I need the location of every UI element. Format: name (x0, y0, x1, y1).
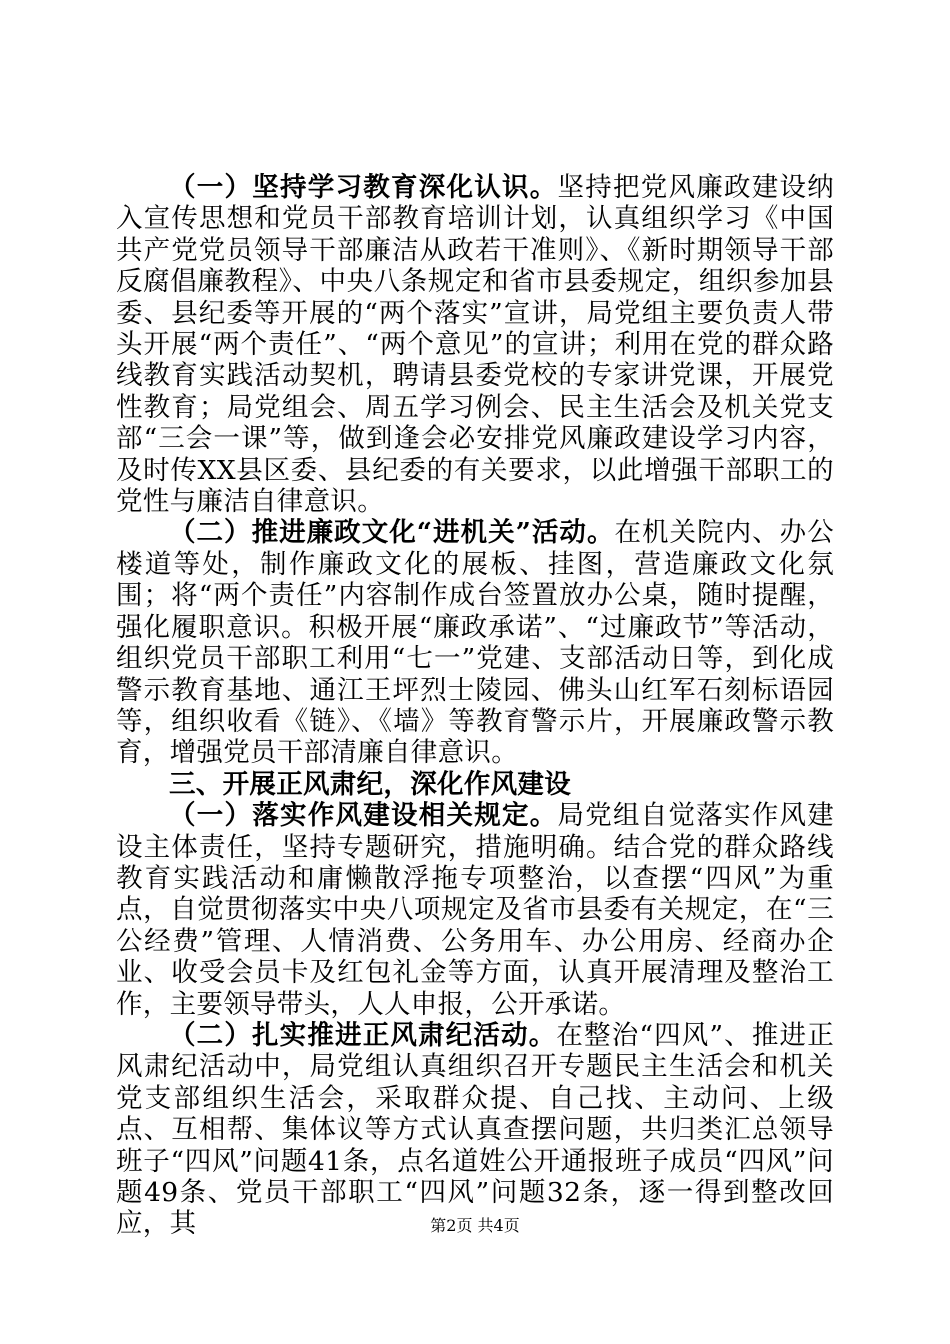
page-number-footer: 第2页 共4页 (430, 1216, 520, 1235)
paragraph-clean-culture (116, 517, 834, 768)
paragraph-text: 局党组自觉落实作风建设主体责任，坚持专题研究，措施明确。结合党的群众路线教育实践活动和庸懒散浮拖专项整治，以查摆“四风”为重点，自觉贯彻落实中央八项规定及省市县委有关规定，在“三公经费”管理、人情消费、公务用车、办公用房、经商办企业、收受会员卡及红包礼金等方面，认真开展清理及整治工作，主要领导带头，人人申报，公开承诺。 (116, 800, 834, 1020)
paragraph-study-education (116, 172, 834, 517)
section-heading: 三、开展正风肃纪，深化作风建设 (169, 768, 571, 800)
paragraph-lead: （一）坚持学习教育深化认识。 (169, 172, 558, 203)
paragraph-style-rules (116, 800, 834, 1020)
paragraph-text: 在整治“四风”、推进正风肃纪活动中，局党组认真组织召开专题民主生活会和机关党支部组织生活会，采取群众提、自己找、主动问、上级点、互相帮、集体议等方式认真查摆问题，共归类汇总领导班子“四风”问题41条，点名道姓公开通报班子成员“四风”问题49条、党员干部职工“四风”问题32条，逐一得到整改回应，其 (116, 1019, 834, 1240)
paragraph-text: 坚持把党风廉政建设纳入宣传思想和党员干部教育培训计划，认真组织学习《中国共产党党员领导干部廉洁从政若干准则》、《新时期领导干部反腐倡廉教程》、中央八条规定和省市县委规定，组织参加县委、县纪委等开展的“两个落实”宣讲，局党组主要负责人带头开展“两个责任”、“两个意见”的宣讲；利用在党的群众路线教育实践活动契机，聘请县委党校的专家讲党课，开展党性教育；局党组会、周五学习例会、民主生活会及机关党支部“三会一课”等，做到逢会必安排党风廉政建设学习内容，及时传XX县区委、县纪委的有关要求，以此增强干部职工的党性与廉洁自律意识。 (116, 172, 834, 518)
document-body (116, 172, 834, 1240)
paragraph-text: 在机关院内、办公楼道等处，制作廉政文化的展板、挂图，营造廉政文化氛围；将“两个责任”内容制作成台签置放办公桌，随时提醒，强化履职意识。积极开展“廉政承诺”、“过廉政节”等活动，组织党员干部职工利用“七一”党建、支部活动日等，到化成警示教育基地、通江王坪烈士陵园、佛头山红军石刻标语园等，组织收看《链》、《墙》等教育警示片，开展廉政警示教育，增强党员干部清廉自律意识。 (116, 517, 834, 769)
paragraph-lead: （一）落实作风建设相关规定。 (169, 800, 558, 832)
paragraph-discipline-campaign (116, 1020, 834, 1240)
paragraph-lead: （二）扎实推进正风肃纪活动。 (169, 1019, 557, 1051)
paragraph-lead: （二）推进廉政文化“进机关”活动。 (169, 517, 615, 549)
